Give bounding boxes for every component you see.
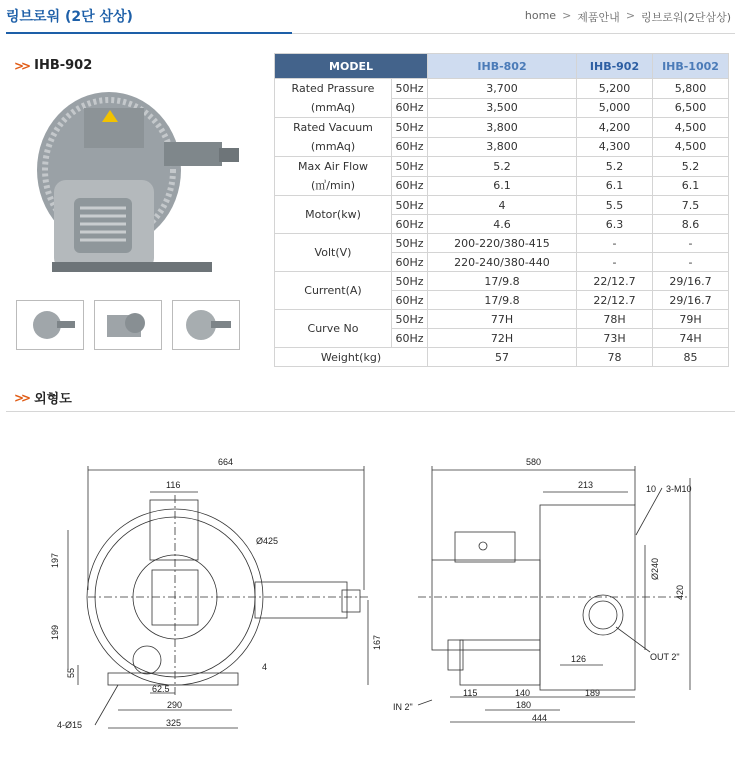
dim-out: OUT 2"	[650, 652, 680, 662]
frequency-cell: 50Hz	[392, 157, 428, 177]
value-cell: 6.1	[653, 176, 729, 196]
table-row	[275, 272, 729, 291]
value-cell: 5.2	[577, 157, 653, 177]
value-cell: -	[653, 234, 729, 253]
dim-213: 213	[578, 480, 594, 490]
model-ihb-1002: IHB-1002	[653, 54, 729, 79]
dim-290: 290	[167, 700, 183, 710]
dim-126: 126	[571, 654, 587, 664]
value-cell: -	[577, 234, 653, 253]
value-cell: 7.5	[653, 196, 729, 215]
dim-3-m10: 3-M10	[666, 484, 692, 494]
spec-label	[275, 157, 392, 196]
table-row	[275, 118, 729, 138]
spec-label-line: (mmAq)	[310, 140, 356, 153]
value-cell: 29/16.7	[653, 291, 729, 310]
value-cell: 4.6	[428, 215, 577, 234]
value-cell: 5.5	[577, 196, 653, 215]
thumbnail-1[interactable]	[16, 300, 84, 350]
value-cell: 220-240/380-440	[428, 253, 577, 272]
spec-label	[275, 234, 392, 272]
value-cell: 22/12.7	[577, 291, 653, 310]
table-row	[275, 234, 729, 253]
model-ihb-902: IHB-902	[577, 54, 653, 79]
spec-label	[275, 118, 392, 157]
spec-label-line: Max Air Flow	[298, 160, 368, 173]
frequency-cell: 50Hz	[392, 234, 428, 253]
header-divider	[292, 33, 735, 34]
value-cell: 77H	[428, 310, 577, 329]
spec-label-line: Current(A)	[304, 284, 362, 297]
value-cell: 4,300	[577, 137, 653, 157]
spec-label	[275, 196, 392, 234]
weight-value: 85	[653, 348, 729, 367]
weight-value: 57	[428, 348, 577, 367]
spec-label-line: Rated Vacuum	[293, 121, 373, 134]
product-model-name: IHB-902	[34, 58, 93, 73]
dim-325: 325	[166, 718, 182, 728]
dim-180: 180	[516, 700, 532, 710]
product-heading	[14, 58, 92, 73]
value-cell: -	[577, 253, 653, 272]
value-cell: 5,800	[653, 79, 729, 99]
table-row	[275, 310, 729, 329]
frequency-cell: 50Hz	[392, 310, 428, 329]
value-cell: 17/9.8	[428, 291, 577, 310]
spec-label-line: Curve No	[307, 322, 359, 335]
outline-heading	[14, 388, 72, 407]
value-cell: 3,700	[428, 79, 577, 99]
value-cell: 4,200	[577, 118, 653, 138]
breadcrumb-sep: >	[625, 9, 636, 22]
dim-55: 55	[66, 667, 76, 678]
frequency-cell: 50Hz	[392, 79, 428, 99]
value-cell: 5,000	[577, 98, 653, 118]
model-ihb-802: IHB-802	[428, 54, 577, 79]
value-cell: 4,500	[653, 137, 729, 157]
breadcrumb-products[interactable]: 제품안내	[577, 11, 620, 24]
page-title: 링브로워 (2단 삼상)	[6, 9, 133, 25]
spec-label-line: (㎥/min)	[310, 179, 356, 192]
dim-62-5: 62.5	[152, 684, 170, 694]
weight-label: Weight(kg)	[275, 348, 428, 367]
value-cell: 72H	[428, 329, 577, 348]
frequency-cell: 60Hz	[392, 253, 428, 272]
dim-116: 116	[166, 480, 181, 490]
table-row	[275, 79, 729, 99]
dim-189: 189	[585, 688, 601, 698]
frequency-cell: 50Hz	[392, 272, 428, 291]
value-cell: 6.3	[577, 215, 653, 234]
chevron-right-icon: >>	[14, 390, 29, 405]
model-header: MODEL	[275, 54, 428, 79]
table-row	[275, 196, 729, 215]
frequency-cell: 60Hz	[392, 98, 428, 118]
dim-199: 199	[50, 624, 60, 640]
spec-label	[275, 310, 392, 348]
value-cell: 78H	[577, 310, 653, 329]
dim-664: 664	[218, 457, 234, 467]
outline-drawing	[0, 440, 741, 762]
value-cell: 3,500	[428, 98, 577, 118]
value-cell: -	[653, 253, 729, 272]
frequency-cell: 60Hz	[392, 329, 428, 348]
dim-197: 197	[50, 552, 60, 568]
breadcrumb	[525, 9, 731, 25]
value-cell: 3,800	[428, 137, 577, 157]
value-cell: 8.6	[653, 215, 729, 234]
value-cell: 74H	[653, 329, 729, 348]
title-underline	[6, 32, 292, 34]
frequency-cell: 50Hz	[392, 118, 428, 138]
breadcrumb-sep: >	[562, 9, 572, 22]
spec-label-line: (mmAq)	[310, 101, 356, 114]
dim-140: 140	[515, 688, 531, 698]
dim-4: 4	[262, 662, 268, 672]
value-cell: 22/12.7	[577, 272, 653, 291]
value-cell: 29/16.7	[653, 272, 729, 291]
frequency-cell: 60Hz	[392, 137, 428, 157]
section-divider	[6, 411, 735, 412]
value-cell: 6,500	[653, 98, 729, 118]
table-row-weight	[275, 348, 729, 367]
dim-425: Ø425	[256, 536, 279, 546]
dim-240: Ø240	[650, 557, 660, 580]
value-cell: 5.2	[428, 157, 577, 177]
dim-115: 115	[463, 688, 478, 698]
spec-label	[275, 272, 392, 310]
breadcrumb-home[interactable]: home	[524, 9, 557, 22]
frequency-cell: 60Hz	[392, 176, 428, 196]
value-cell: 200-220/380-415	[428, 234, 577, 253]
dim-10: 10	[646, 484, 657, 494]
value-cell: 3,800	[428, 118, 577, 138]
spec-label	[275, 79, 392, 118]
value-cell: 4,500	[653, 118, 729, 138]
value-cell: 17/9.8	[428, 272, 577, 291]
value-cell: 79H	[653, 310, 729, 329]
value-cell: 6.1	[577, 176, 653, 196]
spec-label-line: Volt(V)	[314, 246, 352, 259]
dim-in: IN 2"	[393, 702, 413, 712]
spec-table	[274, 53, 729, 367]
spec-label-line: Rated Prassure	[291, 82, 375, 95]
chevron-right-icon: >>	[14, 58, 29, 73]
dim-167: 167	[372, 634, 382, 650]
dim-420: 420	[675, 584, 685, 600]
thumbnail-2[interactable]	[94, 300, 162, 350]
value-cell: 73H	[577, 329, 653, 348]
dim-580: 580	[526, 457, 542, 467]
value-cell: 5.2	[653, 157, 729, 177]
value-cell: 4	[428, 196, 577, 215]
weight-value: 78	[577, 348, 653, 367]
product-photo	[14, 80, 262, 280]
dim-444: 444	[532, 713, 548, 723]
value-cell: 5,200	[577, 79, 653, 99]
dim-holes: 4-Ø15	[57, 720, 83, 730]
value-cell: 6.1	[428, 176, 577, 196]
table-row	[275, 157, 729, 177]
thumbnail-3[interactable]	[172, 300, 240, 350]
breadcrumb-current: 링브로워(2단삼상)	[641, 11, 731, 24]
outline-title: 외형도	[34, 392, 72, 407]
frequency-cell: 50Hz	[392, 196, 428, 215]
frequency-cell: 60Hz	[392, 215, 428, 234]
frequency-cell: 60Hz	[392, 291, 428, 310]
spec-label-line: Motor(kw)	[305, 208, 361, 221]
